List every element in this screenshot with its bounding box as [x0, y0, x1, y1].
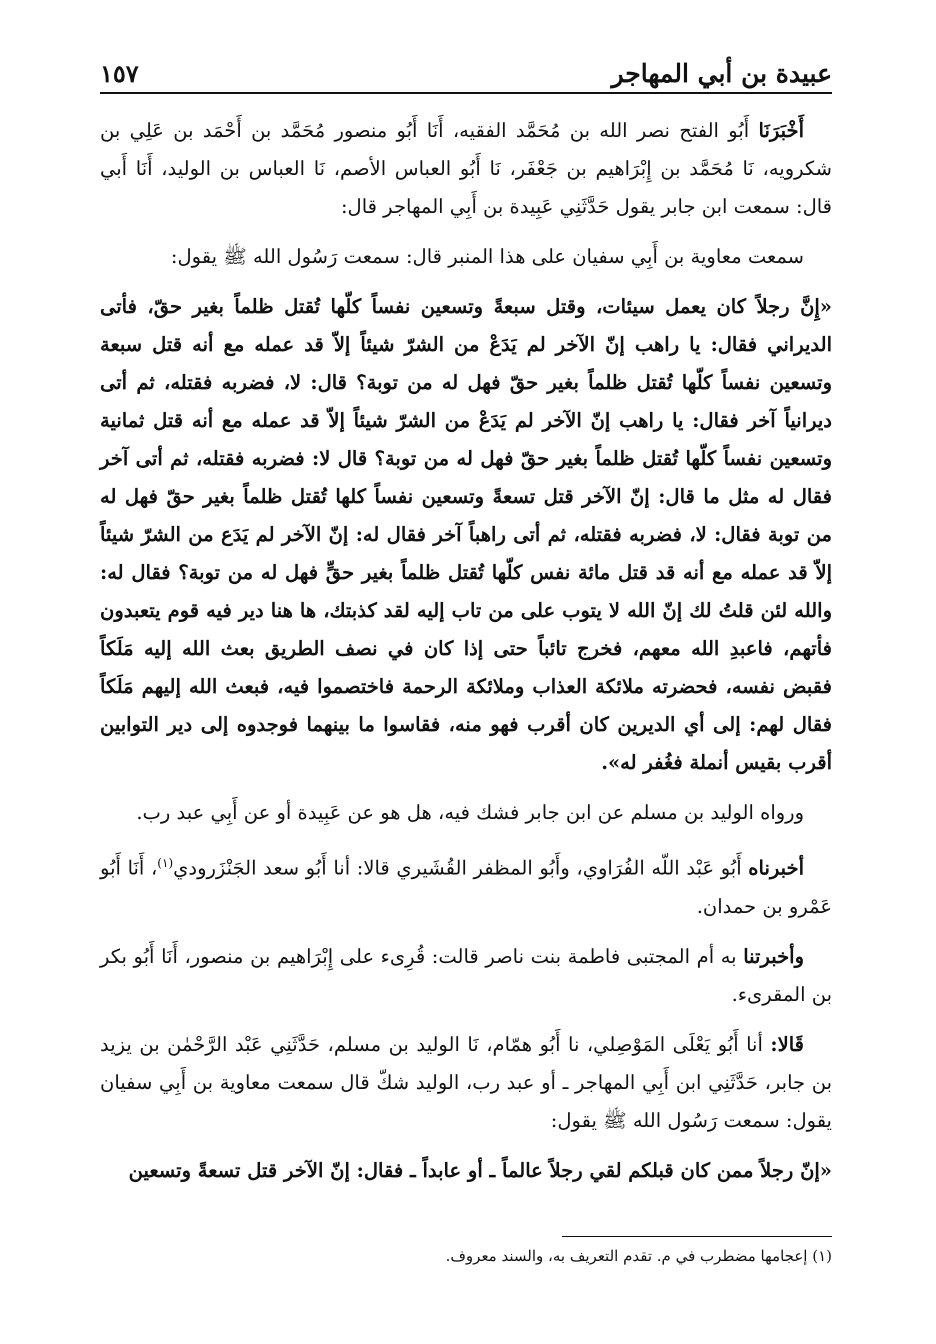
footnote-marker[interactable]: (١) [157, 856, 174, 870]
footnote: (١) إعجامها مضطرب في م. تقدم التعريف به، والسند معروف. [445, 1247, 832, 1265]
paragraph-text: أَبُو عَبْد اللّه الفُرَاوي، وأَبُو المظفر القُشَيري قالا: أنا أَبُو سعد الجَنْزَرودي [173, 856, 749, 880]
paragraph-lead: وأخبرتنا [743, 944, 804, 968]
paragraph-isnad-2 [100, 844, 832, 926]
running-title: عبيدة بن أبي المهاجر [611, 59, 832, 88]
paragraph-lead: أخبرناه [748, 856, 804, 880]
footnote-divider [562, 1236, 832, 1237]
paragraph-text: «إنّ رجلاً ممن كان قبلكم لقي رجلاً عالماً ـ أو عابداً ـ فقال: إنّ الآخر قتل تسعةً وتسعين [128, 1158, 832, 1182]
paragraph-lead: قَالا: [770, 1032, 804, 1056]
main-text [100, 112, 832, 1202]
paragraph-tail: ، أَنَا أَبُو عَمْرو بن حمدان. [100, 856, 832, 918]
paragraph-text: أَبُو الفتح نصر الله بن مُحَمَّد الفقيه، أَنَا أَبُو منصور مُحَمَّد بن أَحْمَد بن عَلِي بن شكرويه، نَا مُحَمَّد بن إِبْرَاهيم بن جَعْفَر، نَا أَبُو العباس الأصم، نَا العباس بن الوليد، أَنَا أَبي قال: سمعت ابن جابر يقول حَدَّثَنِي عَبِيدة بن أَبِي المهاجر قال: [100, 119, 832, 218]
paragraph-text: سمعت معاوية بن أَبِي سفيان على هذا المنبر قال: سمعت رَسُول الله ﷺ يقول: [170, 245, 804, 268]
paragraph-text: ورواه الوليد بن مسلم عن ابن جابر فشك فيه، هل هو عن عَبِيدة أو عن أَبِي عبد رب. [136, 801, 804, 824]
paragraph-narration-intro [100, 238, 832, 276]
paragraph-isnad-4 [100, 1026, 832, 1140]
paragraph-text: به أم المجتبى فاطمة بنت ناصر قالت: قُرِىء على إِبْرَاهيم بن منصور، أَنَا أَبُو بكر بن المقرىء. [100, 944, 832, 1006]
paragraph-hadith-main [100, 288, 832, 782]
paragraph-text: «إِنَّ رجلاً كان يعمل سيئات، وقتل سبعةً وتسعين نفساً كلّها تُقتل ظلماً بغير حقّ، فأتى الديراني فقال: يا راهب إنّ الآخر لم يَدَعْ من الشرّ شيئاً إلاّ قد عمله مع أنه قتل سبعة وتسعين نفساً كلّها تُقتل ظلماً بغير حقّ فهل له من توبة؟ قال: لا، فضربه فقتله، ثم أتى ديرانياً آخر فقال: يا راهب إنّ الآخر لم يَدَعْ من الشرّ شيئاً إلاّ قد عمله مع أنه قتل ثمانية وتسعين نفساً كلّها تُقتل ظلماً بغير حقّ فهل له من توبة؟ قال لا: فضربه فقتله، ثم أتى آخر فقال له مثل ما قال: إنّ الآخر قتل تسعةً وتسعين نفساً كلها تُقتل ظلماً بغير حقّ فهل له من توبة فقال: لا، فضربه فقتله، ثم أتى راهباً آخر فقال له: إنّ الآخر لم يَدَع من الشرّ شيئاً إلاّ قد عمله مع أنه قد قتل مائة نفس كلّها تُقتل ظلماً بغير حقٍّ فهل له من توبة؟ فقال له: والله لئن قلتُ لك إنّ الله لا يتوب على من تاب إليه لقد كذبتك، ها هنا دير فيه قوم يتعبدون فأتهم، فاعبدِ الله معهم، فخرج تائباً حتى إذا كان في نصف الطريق بعث الله إليه مَلَكاً فقبض نفسه، فحضرته ملائكة العذاب وملائكة الرحمة فاختصموا فيه، فبعث الله إليهم مَلَكاً فقال لهم: إلى أي الديرين كان أقرب فهو منه، فقاسوا ما بينهما فوجدوه إلى دير التوابين أقرب بقيس أنملة فغُفر له». [100, 295, 832, 774]
paragraph-isnad-3 [100, 938, 832, 1014]
paragraph-variant-note [100, 794, 832, 832]
paragraph-text: أنا أَبُو يَعْلَى المَوْصِلي، نا أَبُو همّام، نَا الوليد بن مسلم، حَدَّثَنِي عَبْد الرَّحْمٰن بن يزيد بن جابر، حَدَّثَنِي ابن أَبِي المهاجر ـ أو عبد رب، الوليد شكّ قال سمعت معاوية بن أَبِي سفيان يقول: سمعت رَسُول الله ﷺ يقول: [100, 1032, 832, 1132]
paragraph-hadith-second [100, 1152, 832, 1190]
paragraph-isnad-1 [100, 112, 832, 226]
paragraph-lead: أَخْبَرَنَا [758, 119, 804, 142]
page-number: ١٥٧ [100, 59, 139, 88]
running-header [100, 58, 832, 94]
